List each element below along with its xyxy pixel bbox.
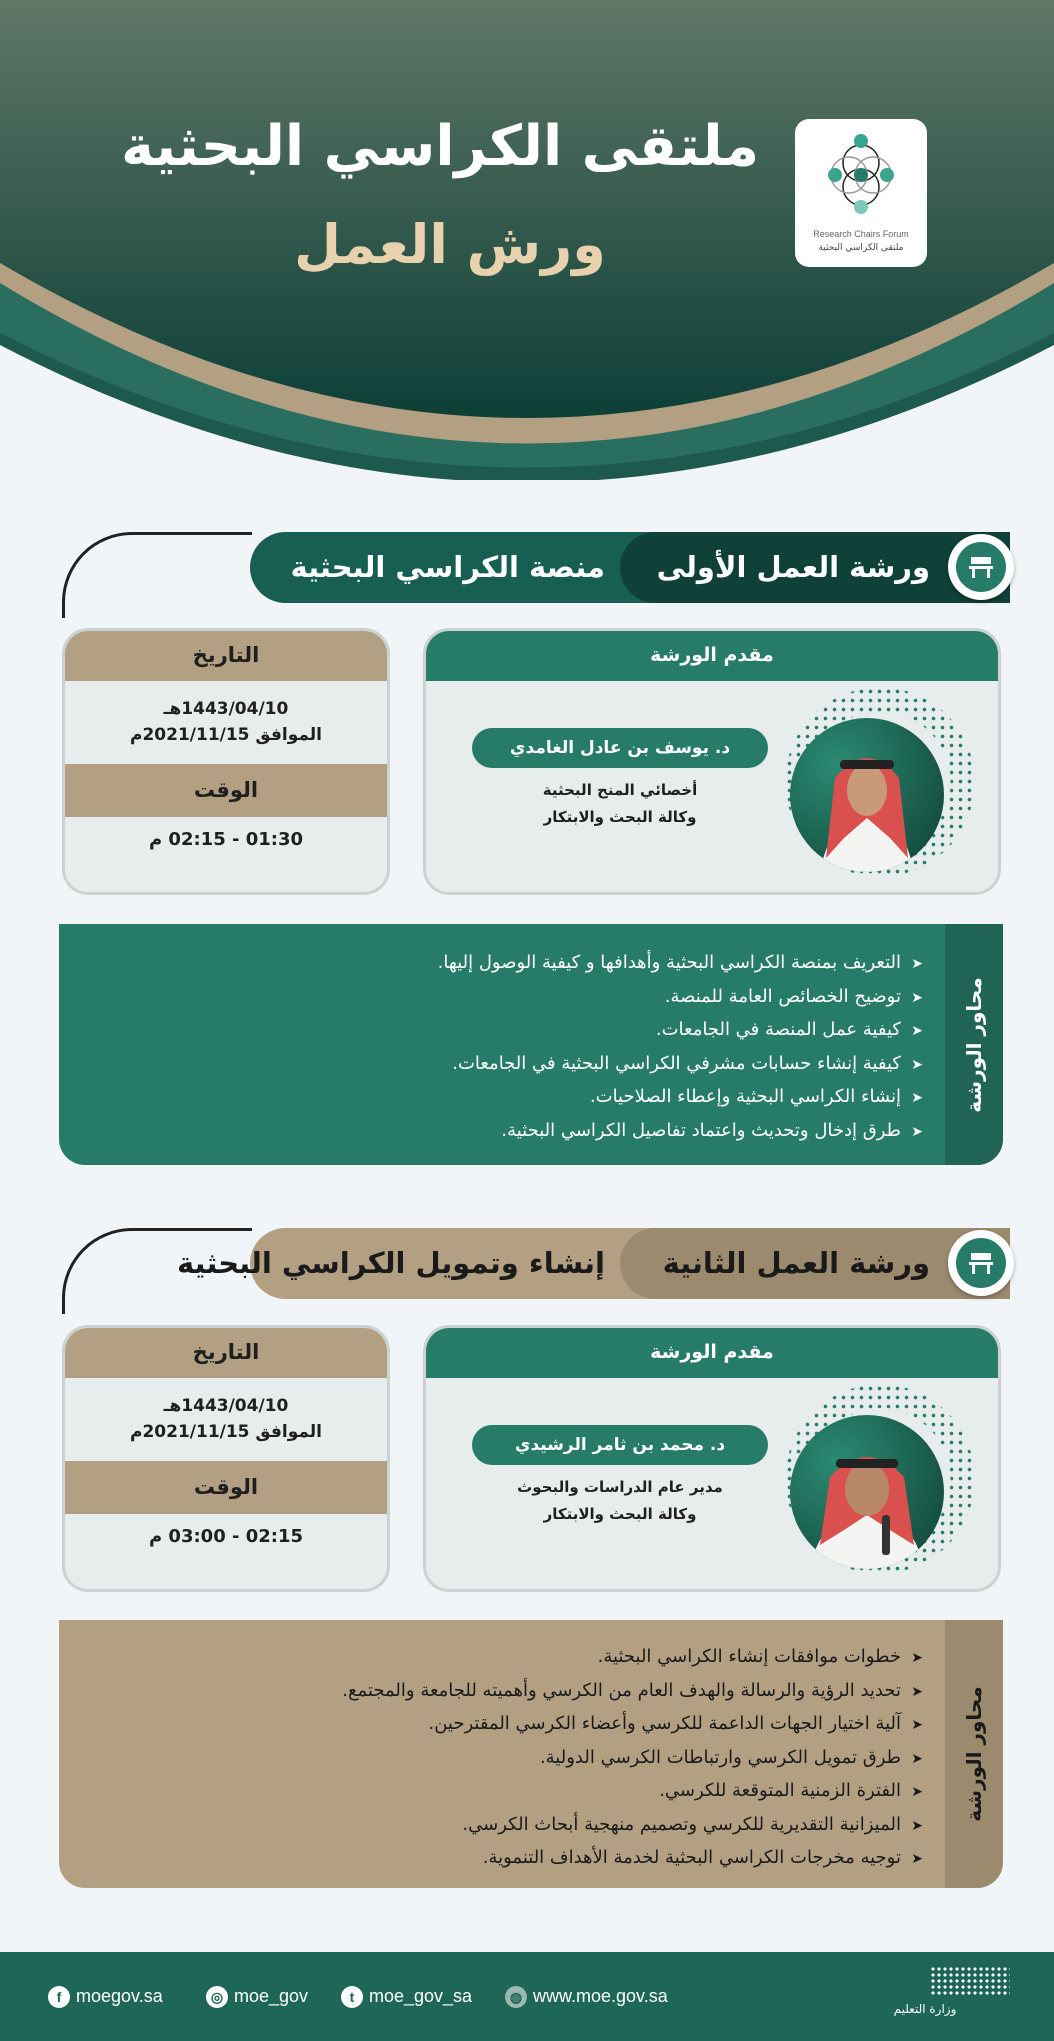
presenter-label: مقدم الورشة bbox=[426, 1328, 998, 1378]
topic-item: ➤الميزانية التقديرية للكرسي وتصميم منهجية أبحاث الكرسي. bbox=[342, 1808, 923, 1842]
twitter-link[interactable]: t moe_gov_sa bbox=[341, 1952, 472, 2041]
arrow-icon: ➤ bbox=[911, 956, 923, 972]
topic-item: ➤إنشاء الكراسي البحثية وإعطاء الصلاحيات. bbox=[438, 1080, 923, 1114]
presenter-department: وكالة البحث والابتكار bbox=[543, 1505, 697, 1523]
arrow-icon: ➤ bbox=[911, 1750, 923, 1767]
arrow-icon: ➤ bbox=[911, 1023, 923, 1039]
globe-icon: ◍ bbox=[505, 1986, 527, 2008]
hijri-date: 1443/04/10هـ bbox=[163, 1396, 289, 1416]
workshop-topic: إنشاء وتمويل الكراسي البحثية bbox=[176, 1246, 605, 1280]
date-label: التاريخ bbox=[65, 1328, 387, 1378]
decorative-bracket bbox=[62, 532, 252, 618]
presenter-name: د. يوسف بن عادل الغامدي bbox=[472, 728, 768, 768]
arrow-icon: ➤ bbox=[911, 1683, 923, 1700]
workshop-label: ورشة العمل الأولى bbox=[656, 550, 930, 584]
arrow-icon: ➤ bbox=[911, 1090, 923, 1106]
arrow-icon: ➤ bbox=[911, 1784, 923, 1800]
workshop-1-banner bbox=[250, 532, 1010, 603]
presenter-label: مقدم الورشة bbox=[426, 631, 998, 681]
page-subtitle: ورش العمل bbox=[294, 213, 606, 276]
research-chairs-forum-logo: Research Chairs Forum ملتقى الكراسي البحثية bbox=[795, 119, 927, 267]
date-label: التاريخ bbox=[65, 631, 387, 681]
topic-item: ➤تحديد الرؤية والرسالة والهدف العام من الكرسي وأهميته للجامعة والمجتمع. bbox=[342, 1674, 923, 1708]
arrow-icon: ➤ bbox=[911, 1717, 923, 1733]
facebook-icon: f bbox=[48, 1986, 70, 2008]
topic-item: ➤كيفية عمل المنصة في الجامعات. bbox=[438, 1013, 923, 1047]
instagram-icon: ◎ bbox=[206, 1986, 228, 2008]
workshop-2-topics bbox=[59, 1620, 1003, 1888]
presenter-title: مدير عام الدراسات والبحوث bbox=[517, 1478, 723, 1496]
arrow-icon: ➤ bbox=[911, 1056, 923, 1073]
time-value: 01:30 - 02:15 م bbox=[148, 829, 304, 850]
gregorian-date: الموافق 2021/11/15م bbox=[130, 1422, 322, 1442]
presenter-name: د. محمد بن ثامر الرشيدي bbox=[472, 1425, 768, 1465]
time-value: 02:15 - 03:00 م bbox=[148, 1526, 304, 1547]
footer bbox=[0, 1952, 1054, 2041]
topic-item: ➤الفترة الزمنية المتوقعة للكرسي. bbox=[342, 1774, 923, 1808]
logo-rings-icon bbox=[811, 125, 911, 225]
page-title: ملتقى الكراسي البحثية bbox=[120, 114, 759, 179]
workshop-2-banner bbox=[176, 1228, 1010, 1299]
topics-label: محاور الورشة bbox=[962, 976, 986, 1113]
topic-item: ➤طرق تمويل الكرسي وارتباطات الكرسي الدولية. bbox=[342, 1741, 923, 1775]
time-label: الوقت bbox=[65, 764, 387, 817]
topic-item: ➤توجيه مخرجات الكراسي البحثية لخدمة الأهداف التنموية. bbox=[342, 1841, 923, 1875]
hijri-date: 1443/04/10هـ bbox=[163, 699, 289, 719]
workshop-1-topics bbox=[59, 924, 1003, 1165]
topic-item: ➤التعريف بمنصة الكراسي البحثية وأهدافها و كيفية الوصول إليها. bbox=[438, 946, 923, 980]
topic-item: ➤خطوات موافقات إنشاء الكراسي البحثية. bbox=[342, 1640, 923, 1674]
arrow-icon: ➤ bbox=[911, 1817, 923, 1834]
classroom-icon bbox=[948, 534, 1014, 600]
topics-label: محاور الورشة bbox=[962, 1686, 986, 1822]
arrow-icon: ➤ bbox=[911, 989, 923, 1006]
moe-logo-dots-icon bbox=[930, 1966, 1010, 1996]
workshop-topic: منصة الكراسي البحثية bbox=[290, 550, 605, 584]
topic-item: ➤توضيح الخصائص العامة للمنصة. bbox=[438, 980, 923, 1014]
twitter-icon: t bbox=[341, 1986, 363, 2008]
arrow-icon: ➤ bbox=[911, 1650, 923, 1666]
time-label: الوقت bbox=[65, 1461, 387, 1514]
topic-item: ➤آلية اختيار الجهات الداعمة للكرسي وأعضاء الكرسي المقترحين. bbox=[342, 1707, 923, 1741]
workshop-1-schedule-card bbox=[62, 628, 390, 895]
arrow-icon: ➤ bbox=[911, 1123, 923, 1140]
topic-item: ➤طرق إدخال وتحديث واعتماد تفاصيل الكراسي البحثية. bbox=[438, 1114, 923, 1148]
workshop-2-schedule-card bbox=[62, 1325, 390, 1592]
facebook-link[interactable]: f moegov.sa bbox=[48, 1952, 163, 2041]
workshop-1-presenter-card bbox=[423, 628, 1001, 895]
workshop-label: ورشة العمل الثانية bbox=[662, 1246, 930, 1280]
presenter-photo bbox=[790, 1415, 944, 1569]
ministry-name: وزارة التعليم bbox=[893, 2002, 957, 2016]
website-link[interactable]: ◍ www.moe.gov.sa bbox=[505, 1952, 668, 2041]
workshop-2-presenter-card bbox=[423, 1325, 1001, 1592]
classroom-icon bbox=[948, 1230, 1014, 1296]
arrow-icon: ➤ bbox=[911, 1851, 923, 1867]
instagram-link[interactable]: ◎ moe_gov bbox=[206, 1952, 308, 2041]
presenter-title: أخصائي المنح البحثية bbox=[542, 781, 698, 799]
presenter-photo bbox=[790, 718, 944, 872]
topic-item: ➤كيفية إنشاء حسابات مشرفي الكراسي البحثية في الجامعات. bbox=[438, 1047, 923, 1081]
presenter-department: وكالة البحث والابتكار bbox=[543, 808, 697, 826]
gregorian-date: الموافق 2021/11/15م bbox=[130, 725, 322, 745]
